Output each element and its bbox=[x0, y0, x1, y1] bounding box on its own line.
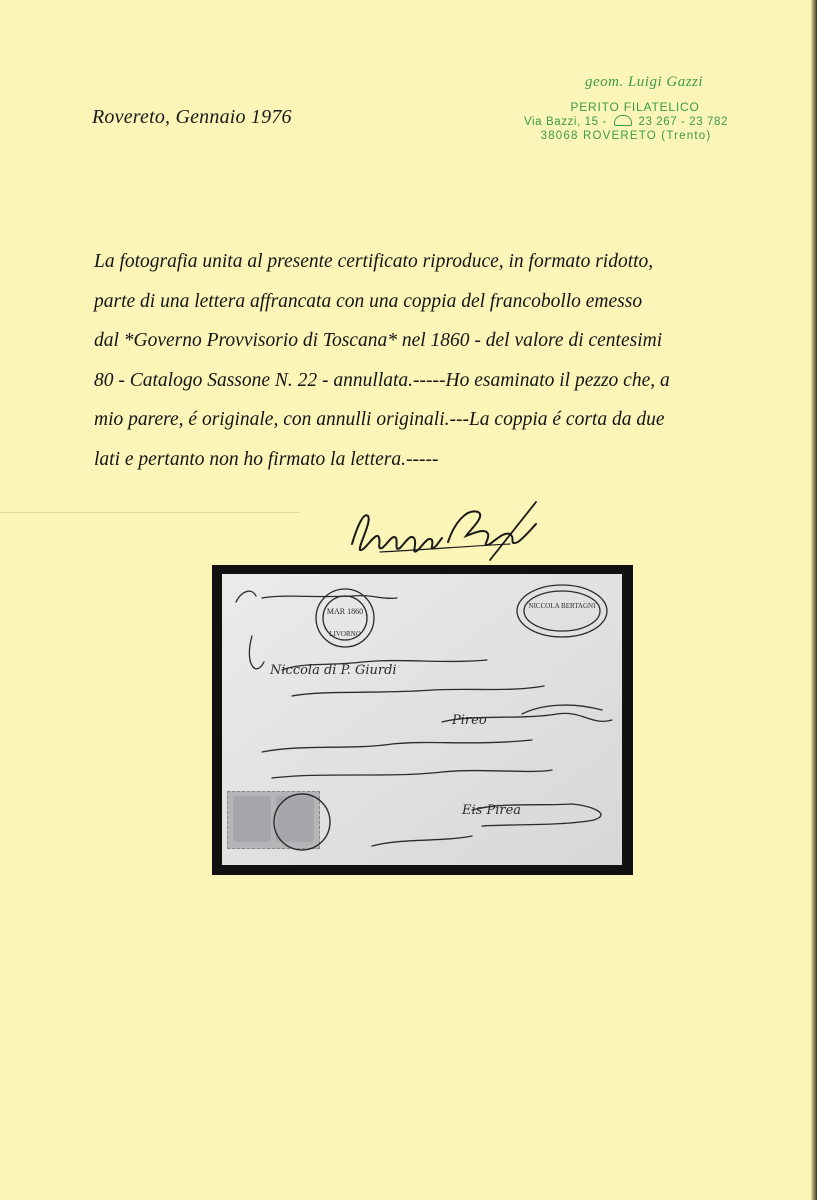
address-line: Eis Pirea bbox=[462, 803, 522, 818]
certificate-line: parte di una lettera affrancata con una coppia del francobollo emesso bbox=[94, 290, 643, 312]
address-line: Pireo bbox=[452, 713, 487, 728]
oval-handstamp: NICCOLA BERTAGNI bbox=[528, 602, 596, 610]
letterhead bbox=[520, 74, 750, 142]
certificate-line: 80 - Catalogo Sassone N. 22 - annullata.-----Ho esaminato il pezzo che, a bbox=[94, 369, 670, 391]
letterhead-city: 38068 ROVERETO (Trento) bbox=[540, 130, 712, 142]
postmark-city: LIVORNO bbox=[329, 630, 361, 638]
certificate-text bbox=[94, 242, 784, 479]
stamp-cancel bbox=[262, 789, 342, 855]
cover-photograph bbox=[212, 565, 633, 875]
letterhead-street: Via Bazzi, 15 - bbox=[523, 116, 607, 128]
address-line: Niccola di P. Giurdi bbox=[270, 663, 397, 678]
letter-photo bbox=[222, 574, 622, 865]
page-edge-shadow bbox=[811, 0, 817, 1200]
handwritten-signature bbox=[340, 494, 550, 564]
telephone-icon bbox=[614, 115, 632, 126]
postmark-date: MAR 1860 bbox=[326, 607, 364, 616]
letterhead-address bbox=[502, 116, 750, 128]
paper-fold bbox=[0, 512, 300, 513]
letterhead-phones: 23 267 - 23 782 bbox=[638, 116, 729, 128]
place-date: Rovereto, Gennaio 1976 bbox=[92, 106, 292, 128]
certificate-line: dal *Governo Provvisorio di Toscana* nel 1860 - del valore di centesimi bbox=[94, 330, 663, 351]
letterhead-title: PERITO FILATELICO bbox=[570, 100, 700, 114]
certificate-line: lati e pertanto non ho firmato la lettera.----- bbox=[94, 448, 439, 470]
letterhead-name: geom. Luigi Gazzi bbox=[584, 74, 704, 90]
certificate-line: mio parere, é originale, con annulli originali.---La coppia é corta da due bbox=[94, 409, 665, 430]
certificate-line: La fotografia unita al presente certificato riproduce, in formato ridotto, bbox=[94, 251, 654, 272]
